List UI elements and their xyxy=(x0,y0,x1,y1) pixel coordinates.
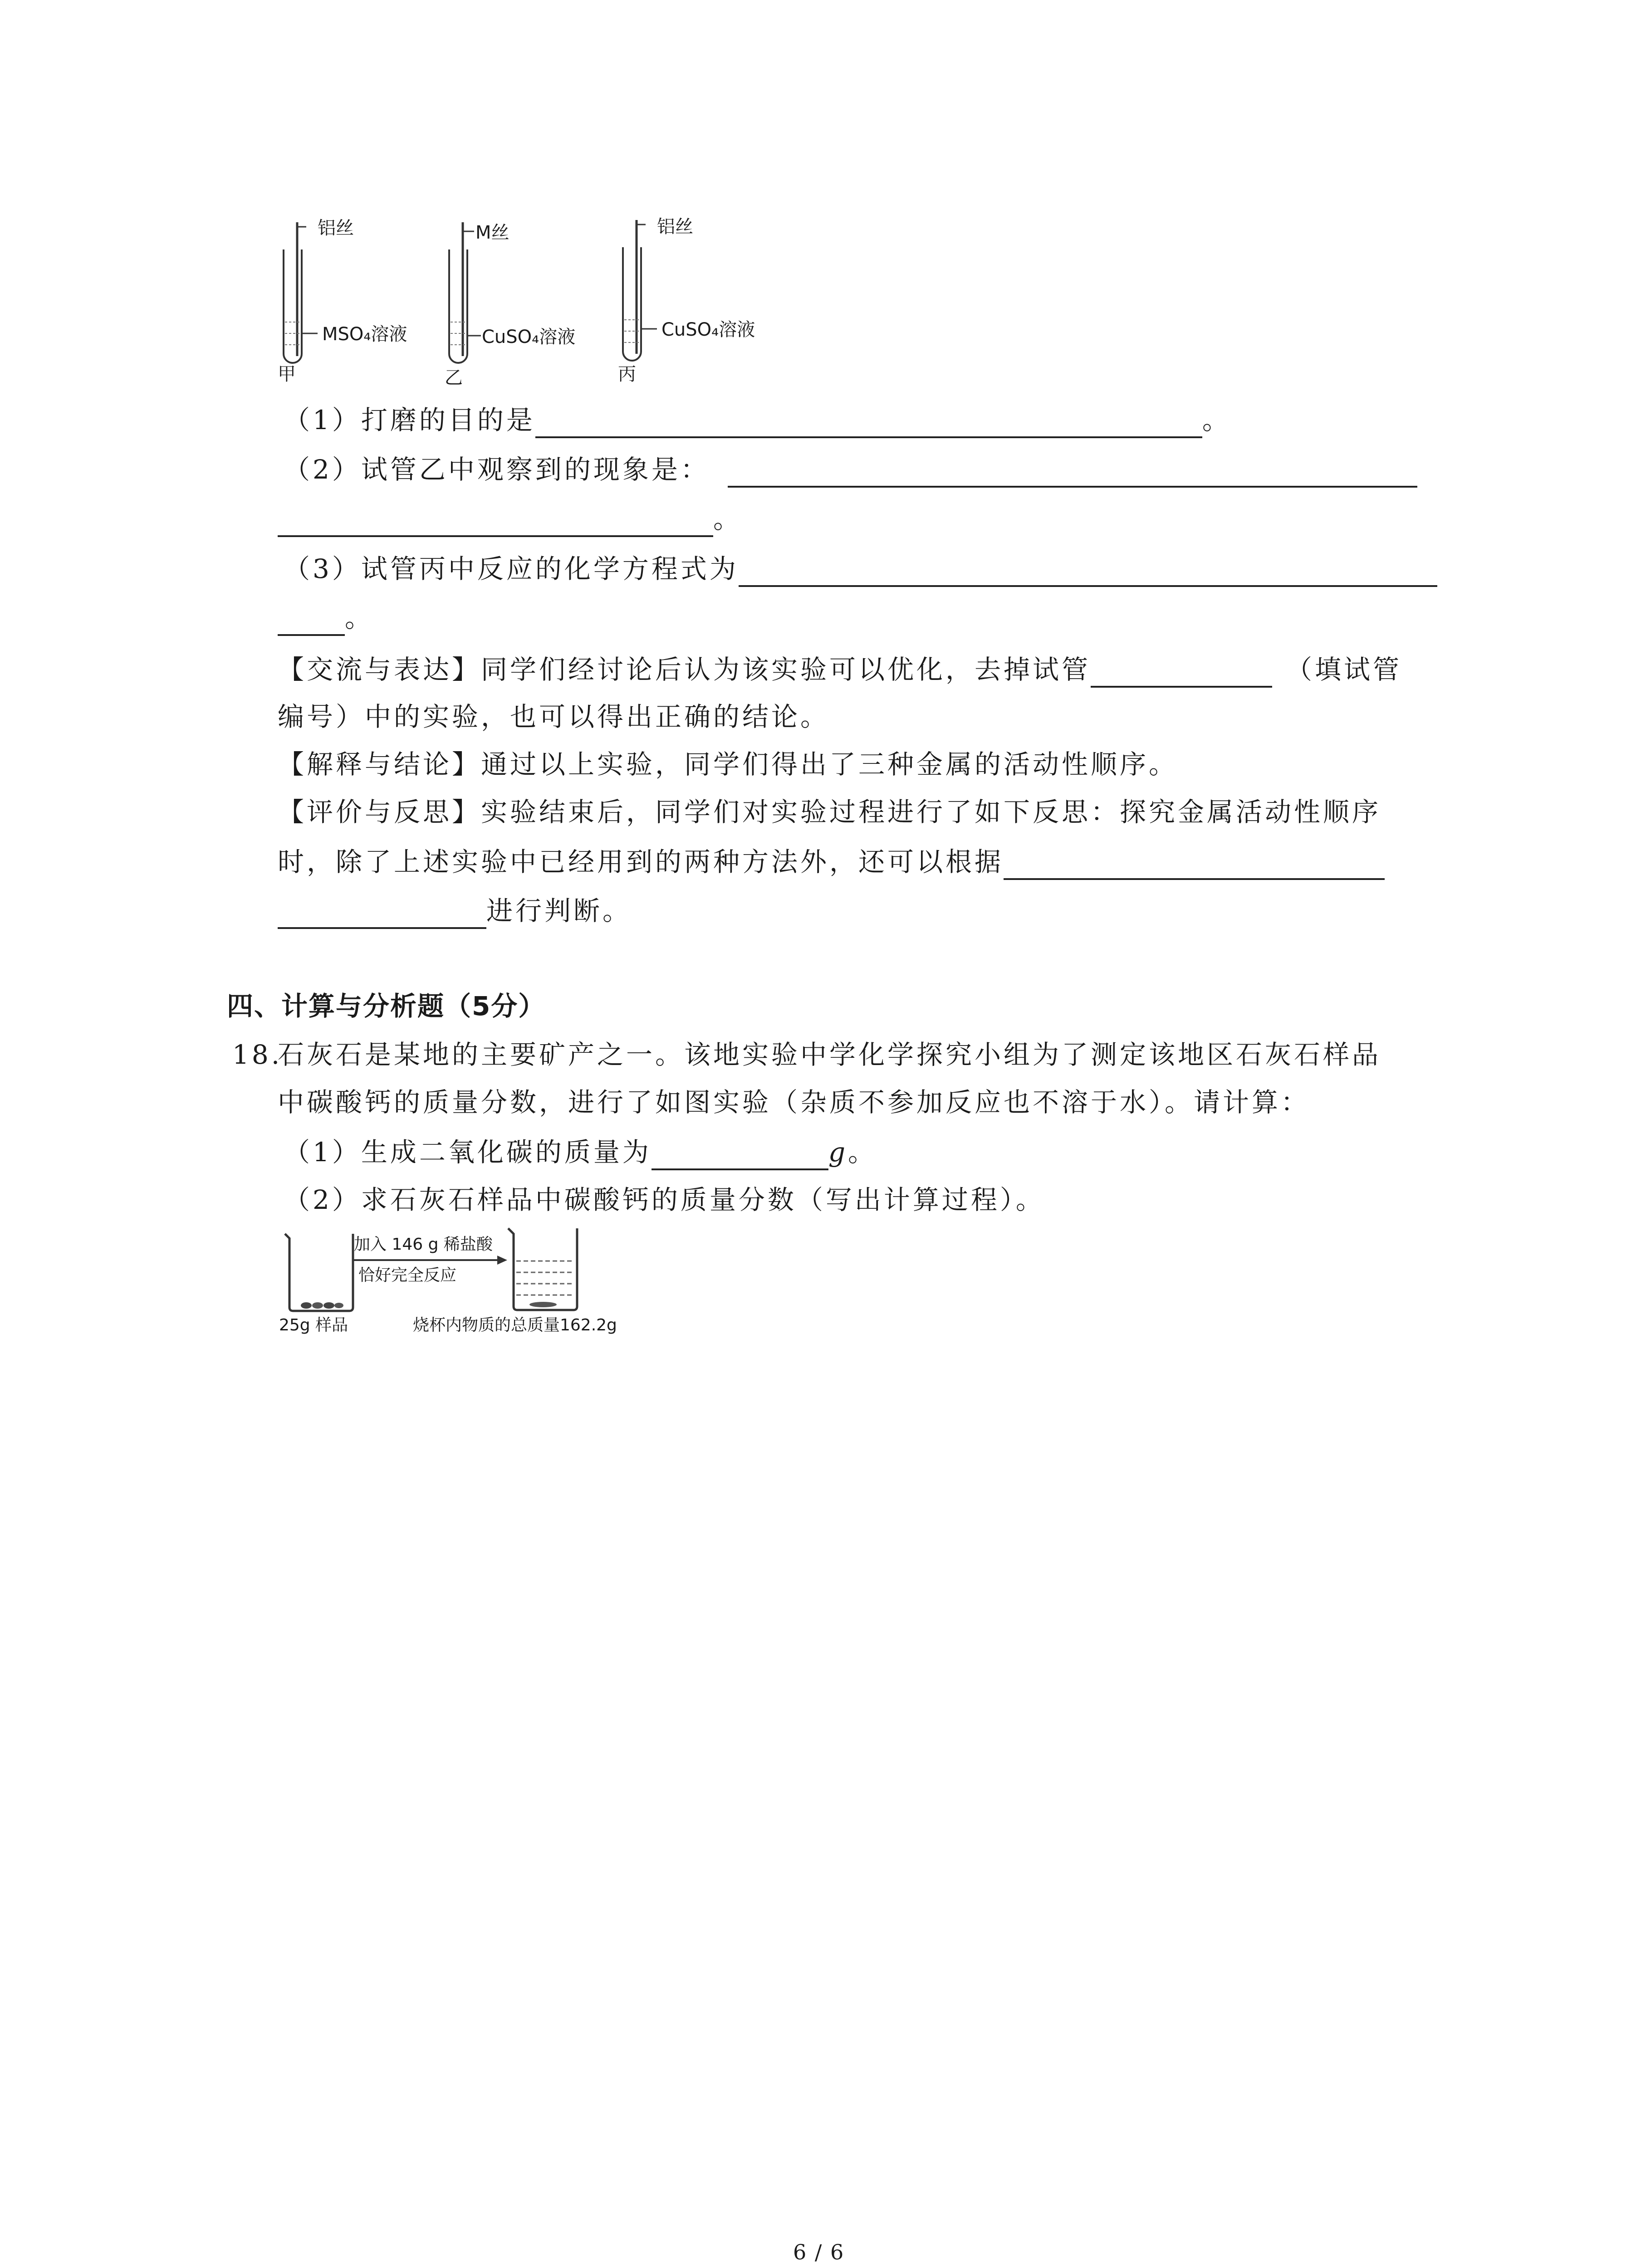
beaker-sample xyxy=(281,1230,358,1314)
tube-yi-name: 乙 xyxy=(445,367,463,388)
test-tube-jia xyxy=(272,218,322,372)
question-3 xyxy=(284,551,1437,587)
tube-yi-solution-label: CuSO₄溶液 xyxy=(482,327,576,347)
answer-blank-2b[interactable] xyxy=(278,507,713,537)
question-2-cont xyxy=(278,501,742,537)
question-1 xyxy=(284,402,1231,438)
answer-blank-co2-mass[interactable] xyxy=(652,1140,828,1170)
exchange-line-1: 【交流与表达】同学们经讨论后认为该实验可以优化，去掉试管 （填试管 xyxy=(278,651,1402,688)
reflection-line-3: 进行判断。 xyxy=(278,893,632,929)
answer-blank-2a[interactable] xyxy=(728,458,1417,488)
question-2-end: 。 xyxy=(713,503,743,534)
tube-jia-name: 甲 xyxy=(278,364,296,385)
answer-blank-3a[interactable] xyxy=(739,557,1437,587)
question-3-cont xyxy=(278,600,374,636)
question-2 xyxy=(284,451,1417,488)
tube-bing-name: 丙 xyxy=(618,364,636,385)
page-number: 6 / 6 xyxy=(793,2240,845,2264)
question-3-text: （3）试管丙中反应的化学方程式为 xyxy=(284,553,739,584)
test-tube-bing xyxy=(612,215,661,370)
total-mass-label: 烧杯内物质的总质量162.2g xyxy=(413,1316,617,1334)
section-4-title: 四、计算与分析题（5分） xyxy=(227,991,546,1022)
answer-blank-3b[interactable] xyxy=(278,606,345,636)
question-2-text: （2）试管乙中观察到的现象是： xyxy=(284,454,710,485)
question-1-text: （1）打磨的目的是 xyxy=(284,405,535,435)
question-1-end: 。 xyxy=(1202,405,1231,435)
question-18-line-1: 石灰石是某地的主要矿产之一。该地实验中学化学探究小组为了测定该地区石灰石样品 xyxy=(278,1039,1381,1070)
answer-blank-tube-number[interactable] xyxy=(1091,658,1272,688)
question-3-end: 。 xyxy=(345,602,374,633)
beaker-after-reaction xyxy=(505,1225,586,1313)
answer-blank-1[interactable] xyxy=(535,408,1202,438)
reflection-line-2: 时，除了上述实验中已经用到的两种方法外，还可以根据 xyxy=(278,844,1385,880)
arrow-bottom-label: 恰好完全反应 xyxy=(358,1266,457,1285)
exchange-line-2: 编号）中的实验，也可以得出正确的结论。 xyxy=(278,701,830,732)
tube-yi-wire-label: M丝 xyxy=(475,222,509,243)
tube-bing-wire-label: 铝丝 xyxy=(657,216,693,237)
question-18-sub-1: （1）生成二氧化碳的质量为 g。 xyxy=(284,1134,877,1170)
answer-blank-reflection-b[interactable] xyxy=(278,899,486,929)
question-18-number: 18. xyxy=(232,1039,283,1070)
reflection-line-1: 【评价与反思】实验结束后，同学们对实验过程进行了如下反思：探究金属活动性顺序 xyxy=(278,797,1381,827)
arrow-top-label: 加入 146 g 稀盐酸 xyxy=(354,1235,493,1254)
tube-bing-solution-label: CuSO₄溶液 xyxy=(661,319,755,340)
question-18-line-2: 中碳酸钙的质量分数，进行了如图实验（杂质不参加反应也不溶于水）。请计算： xyxy=(278,1087,1310,1118)
question-18-sub-2: （2）求石灰石样品中碳酸钙的质量分数（写出计算过程）。 xyxy=(284,1184,1045,1215)
answer-blank-reflection-a[interactable] xyxy=(1004,850,1385,880)
explanation-line: 【解释与结论】通过以上实验，同学们得出了三种金属的活动性顺序。 xyxy=(278,749,1178,780)
tube-jia-wire-label: 铝丝 xyxy=(318,218,354,239)
reaction-arrow xyxy=(354,1256,508,1265)
tube-jia-solution-label: MSO₄溶液 xyxy=(322,324,407,345)
sample-mass-label: 25g 样品 xyxy=(279,1316,348,1334)
